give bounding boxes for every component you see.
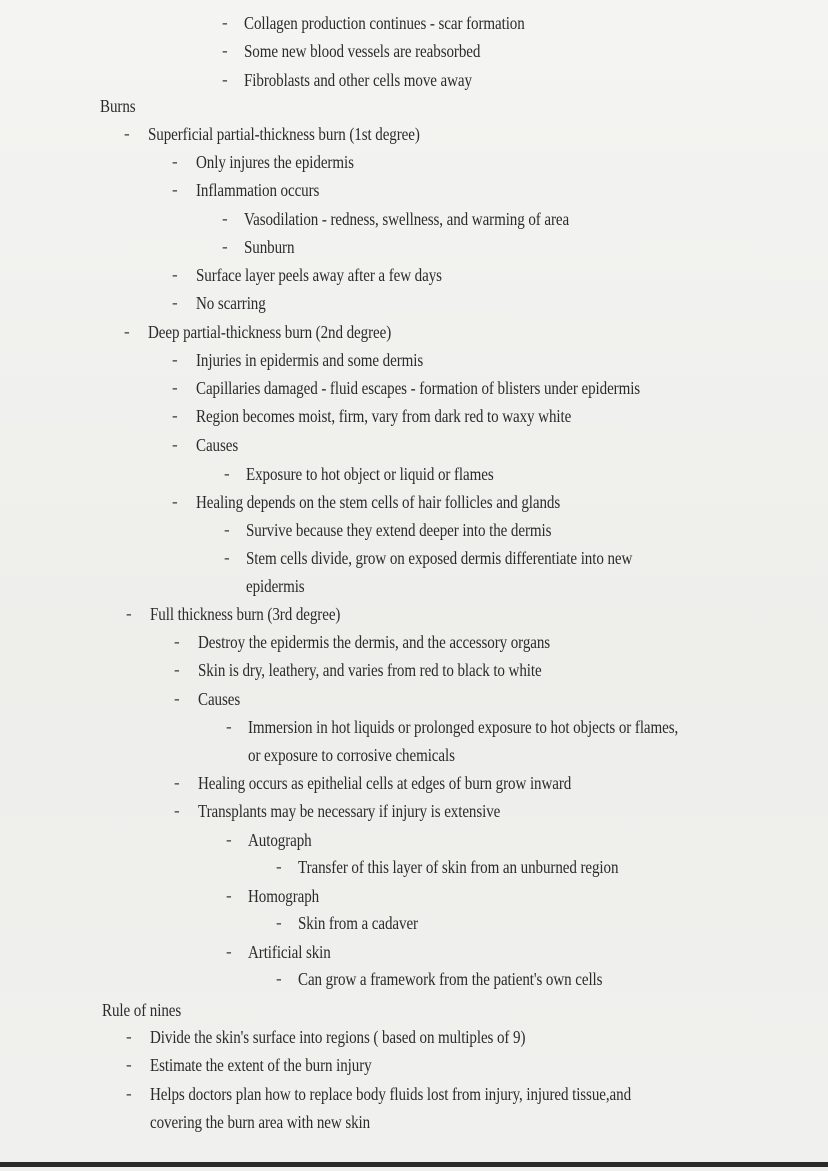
list-item: Only injures the epidermis	[196, 152, 354, 172]
bullet-dash: -	[276, 857, 282, 876]
subsection-title-third-degree: Full thickness burn (3rd degree)	[150, 604, 341, 624]
bullet-dash: -	[124, 124, 130, 143]
bullet-dash: -	[174, 689, 180, 708]
bullet-dash: -	[226, 830, 232, 849]
list-item: Causes	[196, 435, 239, 455]
list-item: Skin is dry, leathery, and varies from red to black to white	[198, 660, 542, 680]
bullet-dash: -	[174, 801, 180, 820]
list-item: Artificial skin	[248, 942, 331, 962]
subsection-title-first-degree: Superficial partial-thickness burn (1st degree)	[148, 124, 420, 144]
list-item: Transfer of this layer of skin from an unburned region	[298, 857, 619, 877]
list-item: No scarring	[196, 293, 266, 313]
section-heading-burns: Burns	[100, 96, 136, 116]
bullet-dash: -	[124, 322, 130, 341]
list-item: Healing depends on the stem cells of hair follicles and glands	[196, 492, 561, 512]
list-item-continuation: covering the burn area with new skin	[150, 1112, 371, 1132]
bullet-dash: -	[126, 1084, 132, 1103]
list-item: Destroy the epidermis the dermis, and the accessory organs	[198, 632, 551, 652]
bullet-dash: -	[226, 886, 232, 905]
bullet-dash: -	[172, 406, 178, 425]
list-item: Vasodilation - redness, swellness, and warming of area	[244, 209, 570, 229]
list-item: Causes	[198, 689, 241, 709]
list-item: Surface layer peels away after a few days	[196, 265, 442, 285]
bullet-dash: -	[224, 548, 230, 567]
bullet-dash: -	[174, 773, 180, 792]
list-item-continuation: epidermis	[246, 576, 305, 596]
list-item: Autograph	[248, 830, 312, 850]
list-item: Exposure to hot object or liquid or flames	[246, 464, 494, 484]
list-item: Divide the skin's surface into regions ( based on multiples of 9)	[150, 1027, 526, 1047]
bullet-dash: -	[172, 435, 178, 454]
list-item-continuation: or exposure to corrosive chemicals	[248, 745, 455, 765]
bullet-dash: -	[222, 70, 228, 89]
list-item: Skin from a cadaver	[298, 913, 418, 933]
list-item: Helps doctors plan how to replace body fluids lost from injury, injured tissue,and	[150, 1084, 632, 1104]
bullet-dash: -	[172, 180, 178, 199]
section-heading-rule-of-nines: Rule of nines	[102, 1000, 182, 1020]
bullet-dash: -	[224, 520, 230, 539]
bullet-dash: -	[172, 492, 178, 511]
list-item: Estimate the extent of the burn injury	[150, 1055, 372, 1075]
bullet-dash: -	[222, 237, 228, 256]
bullet-dash: -	[172, 378, 178, 397]
list-item: Region becomes moist, firm, vary from dark red to waxy white	[196, 406, 572, 426]
list-item: Stem cells divide, grow on exposed dermis differentiate into new	[246, 548, 633, 568]
bullet-dash: -	[226, 717, 232, 736]
subsection-title-second-degree: Deep partial-thickness burn (2nd degree)	[148, 322, 392, 342]
list-item: Homograph	[248, 886, 320, 906]
bullet-dash: -	[126, 604, 132, 623]
list-item: Capillaries damaged - fluid escapes - formation of blisters under epidermis	[196, 378, 641, 398]
bullet-dash: -	[226, 942, 232, 961]
bullet-dash: -	[224, 464, 230, 483]
list-item: Transplants may be necessary if injury is extensive	[198, 801, 501, 821]
bullet-dash: -	[172, 265, 178, 284]
bullet-dash: -	[276, 913, 282, 932]
bullet-dash: -	[174, 660, 180, 679]
bullet-dash: -	[174, 632, 180, 651]
bullet-dash: -	[172, 152, 178, 171]
list-item: Sunburn	[244, 237, 295, 257]
bullet-dash: -	[222, 41, 228, 60]
bullet-dash: -	[172, 293, 178, 312]
page-bottom-edge	[0, 1162, 828, 1167]
bullet-dash: -	[126, 1055, 132, 1074]
list-item: Collagen production continues - scar formation	[244, 13, 525, 33]
list-item: Some new blood vessels are reabsorbed	[244, 41, 481, 61]
bullet-dash: -	[222, 209, 228, 228]
list-item: Healing occurs as epithelial cells at edges of burn grow inward	[198, 773, 572, 793]
bullet-dash: -	[276, 969, 282, 988]
list-item: Can grow a framework from the patient's own cells	[298, 969, 603, 989]
bullet-dash: -	[172, 350, 178, 369]
list-item: Immersion in hot liquids or prolonged exposure to hot objects or flames,	[248, 717, 679, 737]
list-item: Survive because they extend deeper into the dermis	[246, 520, 552, 540]
list-item: Fibroblasts and other cells move away	[244, 70, 472, 90]
list-item: Injuries in epidermis and some dermis	[196, 350, 424, 370]
list-item: Inflammation occurs	[196, 180, 320, 200]
bullet-dash: -	[222, 13, 228, 32]
bullet-dash: -	[126, 1027, 132, 1046]
